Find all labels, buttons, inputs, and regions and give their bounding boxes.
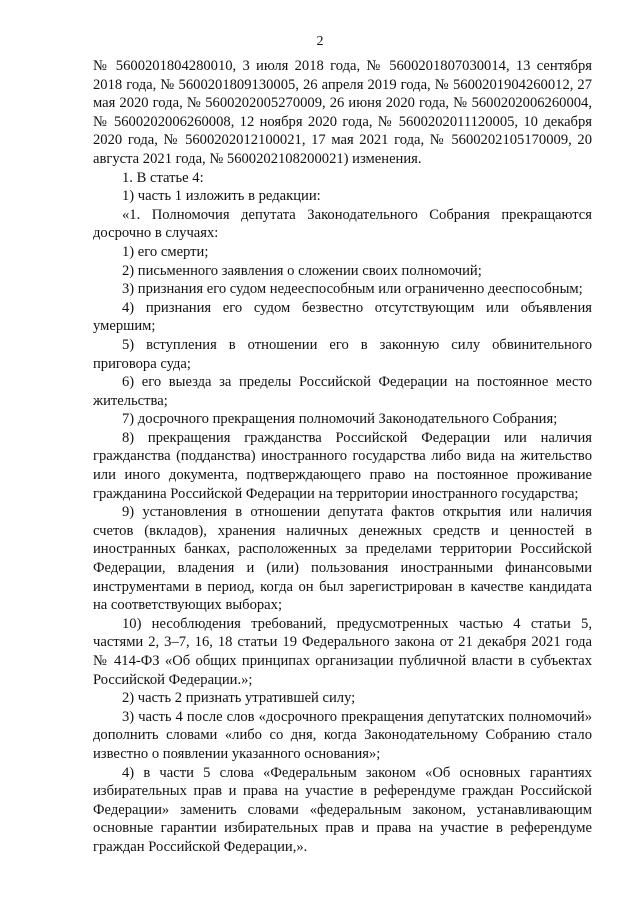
- paragraph-part-4-amend: 3) часть 4 после слов «досрочного прекращения депутатских полномочий» дополнить словами «либо со дня, когда Законодательному Собранию стало известно о появлении указанного основания»;: [93, 708, 592, 762]
- page-number: 2: [316, 34, 324, 49]
- paragraph-part-2-amend: 2) часть 2 признать утратившей силу;: [122, 690, 356, 707]
- list-item: 2) письменного заявления о сложении своих полномочий;: [122, 262, 482, 279]
- document-body: [93, 57, 592, 857]
- list-item: 9) установления в отношении депутата фактов открытия или наличия счетов (вкладов), хранения наличных денежных средств и ценностей в иностранных банках, расположенных за пределами территории Российской Федерации, владения и (или) пользования иностранными финансовыми инструментами в период, когда он был зарегистрирован в качестве кандидата на соответствующих выборах;: [93, 504, 592, 614]
- list-item: 8) прекращения гражданства Российской Федерации или наличия гражданства (подданства) иностранного государства либо вида на жительство или иного документа, подтверждающего право на постоянное проживание гражданина Российской Федерации на территории иностранного государства;: [93, 429, 592, 502]
- list-item: 10) несоблюдения требований, предусмотренных частью 4 статьи 5, частями 2, 3–7, 16, 18 статьи 19 Федерального закона от 21 декабря 2021 года № 414-ФЗ «Об общих принципах организации публичной власти в субъектах Российской Федерации.»;: [93, 615, 592, 688]
- paragraph-new-part-1: «1. Полномочия депутата Законодательного Собрания прекращаются досрочно в случаях:: [93, 206, 592, 242]
- paragraph-intro-continuation: № 5600201804280010, 3 июля 2018 года, № 5600201807030014, 13 сентября 2018 года, № 5600201809130005, 26 апреля 2019 года, № 5600201904260012, 27 мая 2020 года, № 5600202005270009, 26 июня 2020 года, № 5600202006260004, № 5600202006260008, 12 ноября 2020 года, № 5600202011120005, 10 декабря 2020 года, № 5600202012100021, 17 мая 2021 года, № 5600202105170009, 20 августа 2021 года, № 5600202108200021) изменения.: [93, 58, 592, 167]
- list-item: 3) признания его судом недееспособным или ограниченно дееспособным;: [122, 281, 583, 298]
- list-item: 7) досрочного прекращения полномочий Законодательного Собрания;: [122, 411, 558, 428]
- list-item: 1) его смерти;: [122, 243, 209, 260]
- list-item: 5) вступления в отношении его в законную силу обвинительного приговора суда;: [93, 336, 592, 372]
- list-item: 6) его выезда за пределы Российской Федерации на постоянное место жительства;: [93, 374, 592, 409]
- paragraph-part-1-amend: 1) часть 1 изложить в редакции:: [122, 188, 321, 205]
- paragraph-article-4-heading: 1. В статье 4:: [122, 169, 204, 186]
- list-item: 4) признания его судом безвестно отсутствующим или объявления умершим;: [93, 299, 592, 335]
- paragraph-part-5-amend: 4) в части 5 слова «Федеральным законом «Об основных гарантиях избирательных прав и права на участие в референдуме граждан Российской Федерации» заменить словами «федеральным законом, устанавливающим основные гарантии избирательных прав и права на участие в референдуме граждан Российской Федерации,».: [93, 764, 592, 855]
